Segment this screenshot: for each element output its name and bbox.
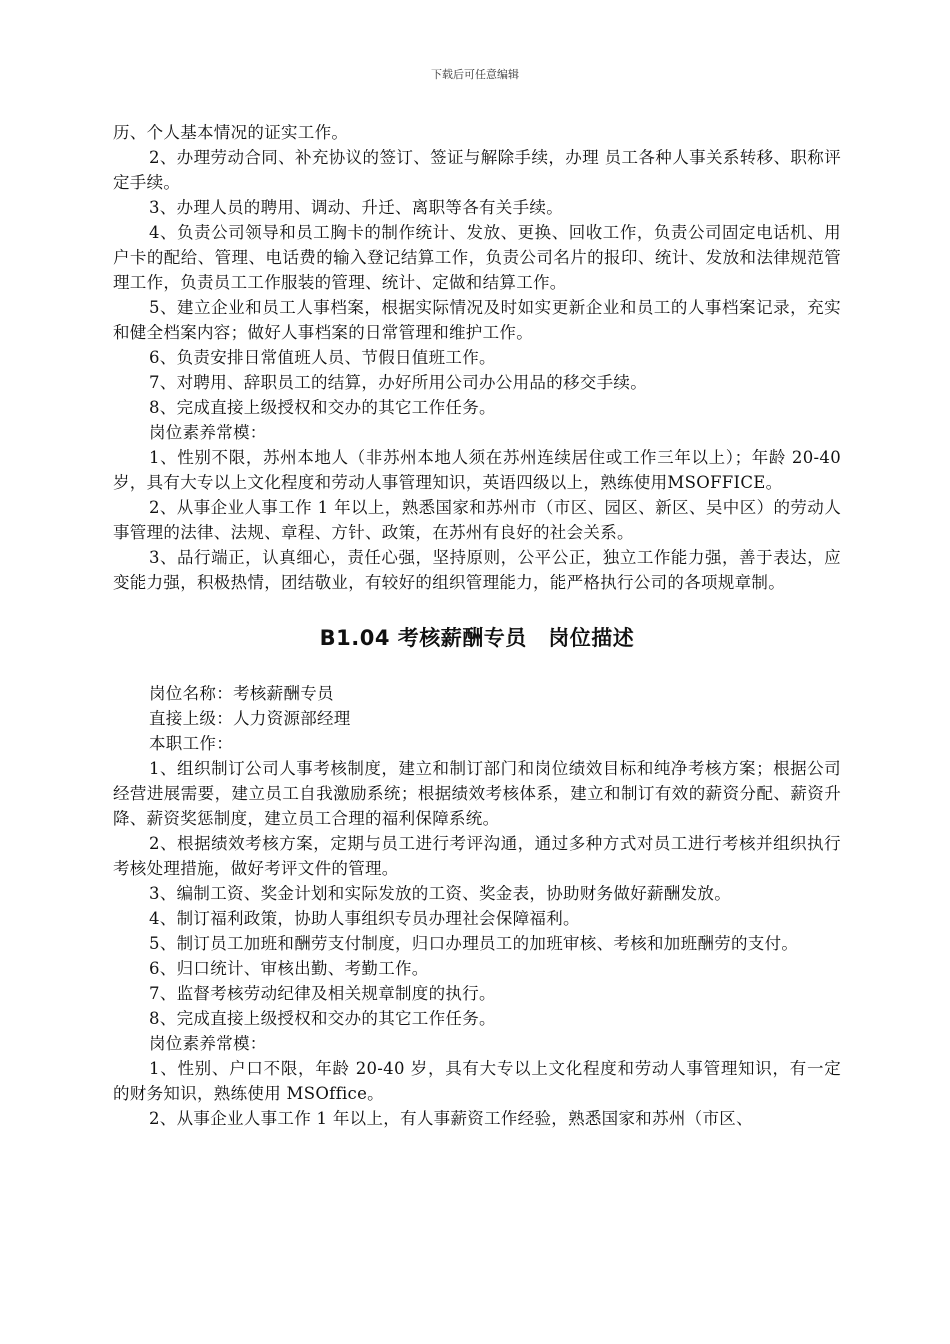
paragraph: 8、完成直接上级授权和交办的其它工作任务。	[149, 1009, 496, 1028]
paragraph: 8、完成直接上级授权和交办的其它工作任务。	[149, 398, 496, 417]
paragraph: 岗位素养常模：	[149, 1034, 267, 1053]
paragraph: 直接上级：人力资源部经理	[149, 709, 351, 728]
paragraph: 5、建立企业和员工人事档案，根据实际情况及时如实更新企业和员工的人事档案记录，充实和健全档案内容；做好人事档案的日常管理和维护工作。	[113, 298, 841, 342]
paragraph: 3、编制工资、奖金计划和实际发放的工资、奖金表，协助财务做好薪酬发放。	[149, 884, 731, 903]
paragraph: 岗位名称：考核薪酬专员	[149, 684, 334, 703]
paragraph: 7、监督考核劳动纪律及相关规章制度的执行。	[149, 984, 496, 1003]
paragraph: 2、办理劳动合同、补充协议的签订、签证与解除手续，办理 员工各种人事关系转移、职称评定手续。	[113, 148, 841, 192]
page-header: 下载后可任意编辑	[431, 68, 519, 81]
paragraph: 7、对聘用、辞职员工的结算，办好所用公司办公用品的移交手续。	[149, 373, 647, 392]
document-body	[113, 120, 841, 1131]
paragraph: 5、制订员工加班和酬劳支付制度，归口办理员工的加班审核、考核和加班酬劳的支付。	[149, 934, 799, 953]
paragraph: 1、组织制订公司人事考核制度，建立和制订部门和岗位绩效目标和纯净考核方案；根据公司经营进展需要，建立员工自我激励系统；根据绩效考核体系，建立和制订有效的薪资分配、薪资升降、薪资奖惩制度，建立员工合理的福利保障系统。	[113, 759, 841, 828]
section-responsibilities-continued	[113, 120, 841, 595]
paragraph: 2、从事企业人事工作 1 年以上，熟悉国家和苏州市（市区、园区、新区、吴中区）的劳动人事管理的法律、法规、章程、方针、政策，在苏州有良好的社会关系。	[113, 498, 841, 542]
paragraph: 4、负责公司领导和员工胸卡的制作统计、发放、更换、回收工作，负责公司固定电话机、用户卡的配给、管理、电话费的输入登记结算工作，负责公司名片的报印、统计、发放和法律规范管理工作，负责员工工作服装的管理、统计、定做和结算工作。	[113, 223, 841, 292]
paragraph: 3、办理人员的聘用、调动、升迁、离职等各有关手续。	[149, 198, 563, 217]
paragraph: 4、制订福利政策，协助人事组织专员办理社会保障福利。	[149, 909, 580, 928]
paragraph: 1、性别、户口不限，年龄 20-40 岁，具有大专以上文化程度和劳动人事管理知识，有一定的财务知识，熟练使用 MSOffice。	[113, 1059, 841, 1103]
paragraph: 2、从事企业人事工作 1 年以上，有人事薪资工作经验，熟悉国家和苏州（市区、	[149, 1109, 753, 1128]
paragraph: 6、归口统计、审核出勤、考勤工作。	[149, 959, 429, 978]
section-compensation-specialist	[113, 681, 841, 1131]
paragraph: 3、品行端正，认真细心，责任心强，坚持原则，公平公正，独立工作能力强，善于表达，应变能力强，积极热情，团结敬业，有较好的组织管理能力，能严格执行公司的各项规章制。	[113, 548, 841, 592]
paragraph: 本职工作：	[149, 734, 233, 753]
paragraph: 6、负责安排日常值班人员、节假日值班工作。	[149, 348, 496, 367]
paragraph: 2、根据绩效考核方案，定期与员工进行考评沟通，通过多种方式对员工进行考核并组织执行考核处理措施，做好考评文件的管理。	[113, 834, 841, 878]
paragraph: 岗位素养常模：	[149, 423, 267, 442]
section-title: B1.04 考核薪酬专员 岗位描述	[319, 626, 635, 650]
paragraph: 历、个人基本情况的证实工作。	[113, 123, 349, 142]
paragraph: 1、性别不限，苏州本地人（非苏州本地人须在苏州连续居住或工作三年以上）；年龄 20-40 岁，具有大专以上文化程度和劳动人事管理知识，英语四级以上，熟练使用MSOFFICE。	[113, 448, 841, 492]
